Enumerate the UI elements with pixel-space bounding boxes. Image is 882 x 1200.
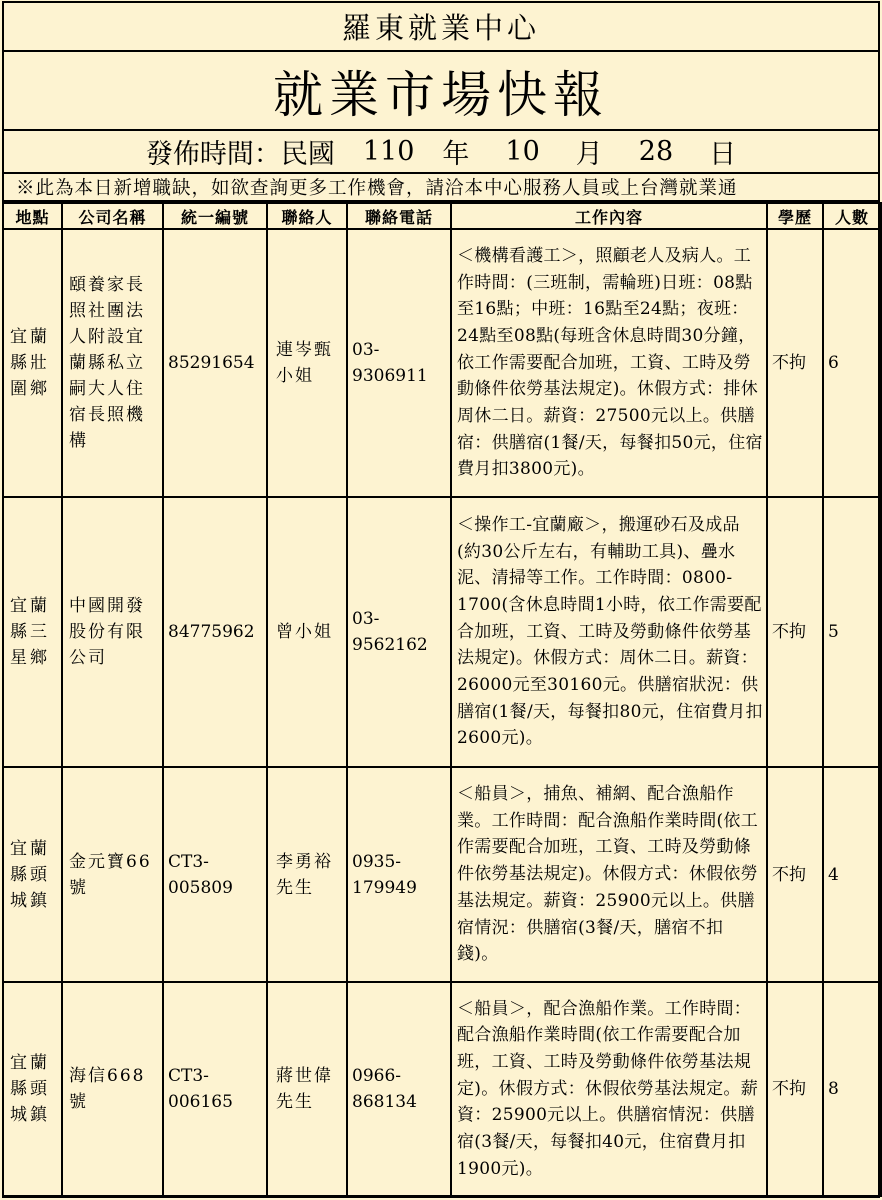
- col-education: 學歷: [767, 203, 823, 229]
- row-company: 頤養家長照社團法人附設宜蘭縣私立嗣大人住宿長照機構: [62, 229, 163, 497]
- col-tax-id: 統一編號: [163, 203, 267, 229]
- row-tax-id: 85291654: [163, 229, 267, 497]
- row-phone: 0935-179949: [347, 767, 451, 982]
- table-row: [3, 767, 881, 982]
- row-phone: 03-9562162: [347, 497, 451, 767]
- row-contact: 曾小姐: [267, 497, 347, 767]
- row-tax-id: CT3-006165: [163, 982, 267, 1196]
- row-education: 不拘: [767, 767, 823, 982]
- row-contact: 李勇裕先生: [267, 767, 347, 982]
- row-location: 宜蘭縣頭城鎮: [3, 767, 62, 982]
- job-bulletin: [2, 1, 880, 1198]
- table-row: [3, 497, 881, 767]
- center-name: 羅東就業中心: [4, 3, 878, 52]
- row-count: 8: [823, 982, 881, 1196]
- date-month-unit: 月: [575, 139, 603, 170]
- row-tax-id: CT3-005809: [163, 767, 267, 982]
- bulletin-title: 就業市場快報: [4, 52, 878, 131]
- date-label: 發佈時間：民國: [145, 139, 335, 170]
- row-education: 不拘: [767, 497, 823, 767]
- row-location: 宜蘭縣三星鄉: [3, 497, 62, 767]
- notice-text: ※此為本日新增職缺，如欲查詢更多工作機會，請洽本中心服務人員或上台灣就業通: [4, 174, 878, 202]
- row-company: 海信668號: [62, 982, 163, 1196]
- job-table: [2, 202, 882, 1197]
- date-year: 110: [362, 136, 415, 167]
- row-job: ＜操作工-宜蘭廠＞，搬運砂石及成品(約30公斤左右，有輔助工具)、疊水泥、清掃等工作。工作時間：0800-1700(含休息時間1小時，依工作需要配合加班，工資、工時及勞動條件依勞基法規定)。休假方式：周休二日。薪資：26000元至30160元。供膳宿狀況：供膳宿(1餐/天，每餐扣80元，住宿費月扣2600元)。: [451, 497, 767, 767]
- col-location: 地點: [3, 203, 62, 229]
- row-tax-id: 84775962: [163, 497, 267, 767]
- row-location: 宜蘭縣頭城鎮: [3, 982, 62, 1196]
- col-company: 公司名稱: [62, 203, 163, 229]
- row-location: 宜蘭縣壯圍鄉: [3, 229, 62, 497]
- row-job: ＜船員＞，捕魚、補網、配合漁船作業。工作時間：配合漁船作業時間(依工作需要配合加班，工資、工時及勞動條件依勞基法規定)。休假方式：休假依勞基法規定。薪資：25900元以上。供膳宿情況：供膳宿(3餐/天，膳宿不扣錢)。: [451, 767, 767, 982]
- row-education: 不拘: [767, 982, 823, 1196]
- date-day: 28: [638, 136, 674, 167]
- col-phone: 聯絡電話: [347, 203, 451, 229]
- table-row: [3, 982, 881, 1196]
- row-education: 不拘: [767, 229, 823, 497]
- row-count: 4: [823, 767, 881, 982]
- date-year-unit: 年: [442, 139, 470, 170]
- col-count: 人數: [823, 203, 881, 229]
- row-contact: 蔣世偉先生: [267, 982, 347, 1196]
- row-count: 5: [823, 497, 881, 767]
- row-phone: 03-9306911: [347, 229, 451, 497]
- row-job: ＜機構看護工＞，照顧老人及病人。工作時間：(三班制，需輪班)日班：08點至16點；中班：16點至24點；夜班：24點至08點(每班含休息時間30分鐘，依工作需要配合加班，工資、工時及勞動條件依勞基法規定)。休假方式：排休周休二日。薪資：27500元以上。供膳宿：供膳宿(1餐/天，每餐扣50元，住宿費月扣3800元)。: [451, 229, 767, 497]
- row-count: 6: [823, 229, 881, 497]
- col-contact: 聯絡人: [267, 203, 347, 229]
- row-contact: 連岑甄小姐: [267, 229, 347, 497]
- col-job: 工作內容: [451, 203, 767, 229]
- row-company: 中國開發股份有限公司: [62, 497, 163, 767]
- table-header-row: [3, 203, 881, 229]
- row-phone: 0966-868134: [347, 982, 451, 1196]
- row-company: 金元寶66號: [62, 767, 163, 982]
- row-job: ＜船員＞，配合漁船作業。工作時間：配合漁船作業時間(依工作需要配合加班，工資、工時及勞動條件依勞基法規定)。休假方式：休假依勞基法規定。薪資：25900元以上。供膳宿情況：供膳宿(3餐/天，每餐扣40元，住宿費月扣1900元)。: [451, 982, 767, 1196]
- date-month: 10: [505, 136, 540, 167]
- table-row: [3, 229, 881, 497]
- date-day-unit: 日: [709, 139, 737, 170]
- publish-date: [4, 131, 878, 174]
